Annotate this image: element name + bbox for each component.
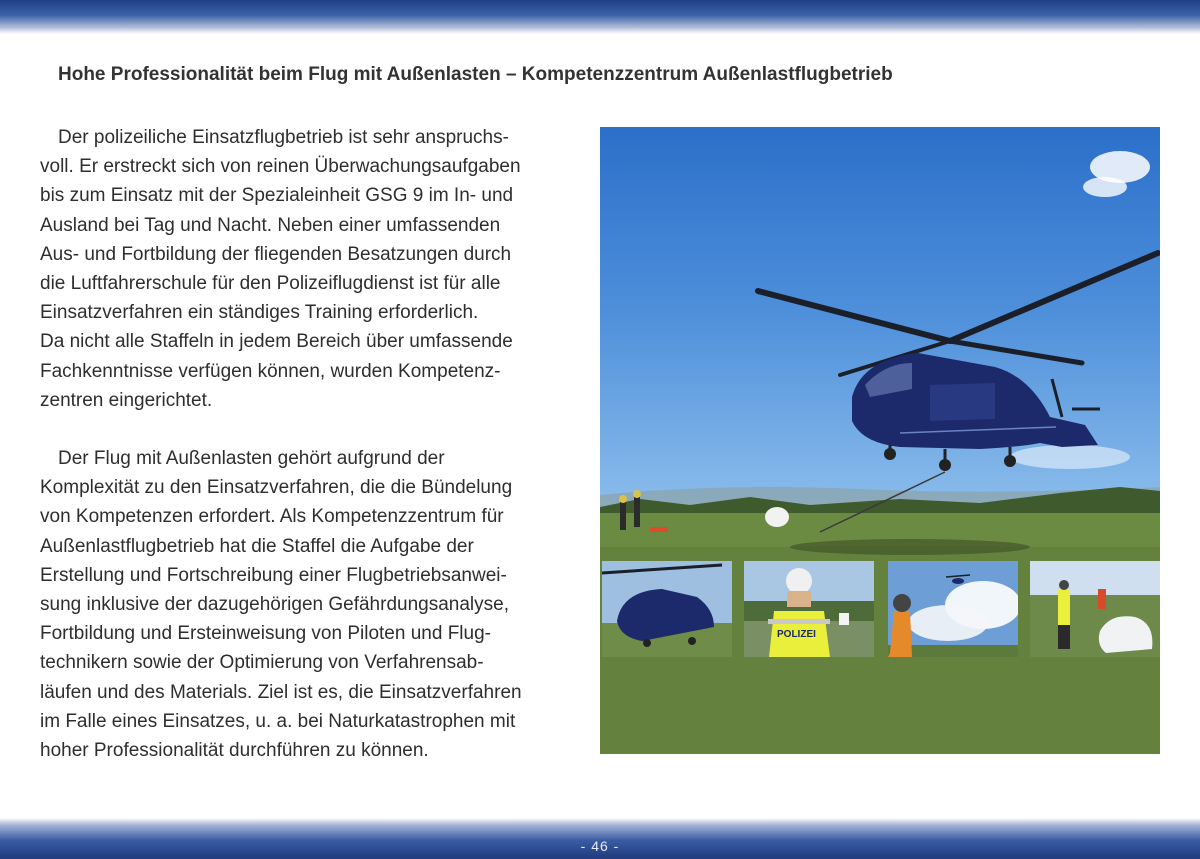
text-line: hoher Professionalität durchführen zu können.	[40, 740, 429, 762]
text-line: Komplexität zu den Einsatzverfahren, die die Bündelung	[40, 477, 513, 499]
paragraph-2	[40, 444, 585, 765]
text-line: Einsatzverfahren ein ständiges Training erforderlich.	[40, 302, 479, 324]
top-decorative-band	[0, 0, 1200, 34]
thumbnail-load-bag	[1030, 561, 1160, 657]
text-line: Erstellung und Fortschreibung einer Flugbetriebsanwei-	[40, 564, 507, 586]
helicopter-illustration	[600, 127, 1160, 754]
paragraph-1	[40, 123, 585, 415]
thumbnail-sky-helicopter	[888, 561, 1018, 657]
text-line: im Falle eines Einsatzes, u. a. bei Naturkatastrophen mit	[40, 710, 516, 732]
thumbnail-helicopter-ground	[602, 561, 732, 657]
text-line: Da nicht alle Staffeln in jedem Bereich über umfassende	[40, 331, 513, 353]
text-line: Der polizeiliche Einsatzflugbetrieb ist sehr anspruchs-	[58, 127, 509, 148]
text-line: die Luftfahrerschule für den Polizeiflugdienst ist für alle	[40, 273, 501, 295]
text-line: Ausland bei Tag und Nacht. Neben einer umfassenden	[40, 214, 501, 236]
helicopter-photo	[600, 127, 1160, 754]
text-line: Außenlastflugbetrieb hat die Staffel die Aufgabe der	[40, 535, 474, 557]
text-line: voll. Er erstreckt sich von reinen Überwachungsaufgaben	[40, 156, 521, 178]
text-line: Fachkenntnisse verfügen können, wurden Kompetenz-	[40, 360, 501, 382]
text-line: sung inklusive der dazugehörigen Gefährdungsanalyse,	[40, 594, 509, 616]
text-line: läufen und des Materials. Ziel ist es, die Einsatzverfahren	[40, 681, 522, 703]
text-line: Der Flug mit Außenlasten gehört aufgrund der	[58, 448, 445, 470]
text-line: zentren eingerichtet.	[40, 389, 213, 411]
thumbnail-officer-helmet	[744, 561, 874, 657]
text-line: bis zum Einsatz mit der Spezialeinheit GSG 9 im In- und	[40, 185, 514, 207]
text-line: Fortbildung und Ersteinweisung von Piloten und Flug-	[40, 623, 491, 645]
text-line: technikern sowie der Optimierung von Verfahrensab-	[40, 652, 484, 674]
page-heading: Hohe Professionalität beim Flug mit Außenlasten – Kompetenzzentrum Außenlastflugbetrieb	[58, 64, 893, 85]
text-line: von Kompetenzen erfordert. Als Kompetenzzentrum für	[40, 506, 504, 528]
text-line: Aus- und Fortbildung der fliegenden Besatzungen durch	[40, 243, 512, 265]
thumb-badge-text: POLIZEI	[777, 629, 816, 640]
page-number: - 46 -	[580, 838, 620, 854]
body-text	[40, 123, 585, 765]
